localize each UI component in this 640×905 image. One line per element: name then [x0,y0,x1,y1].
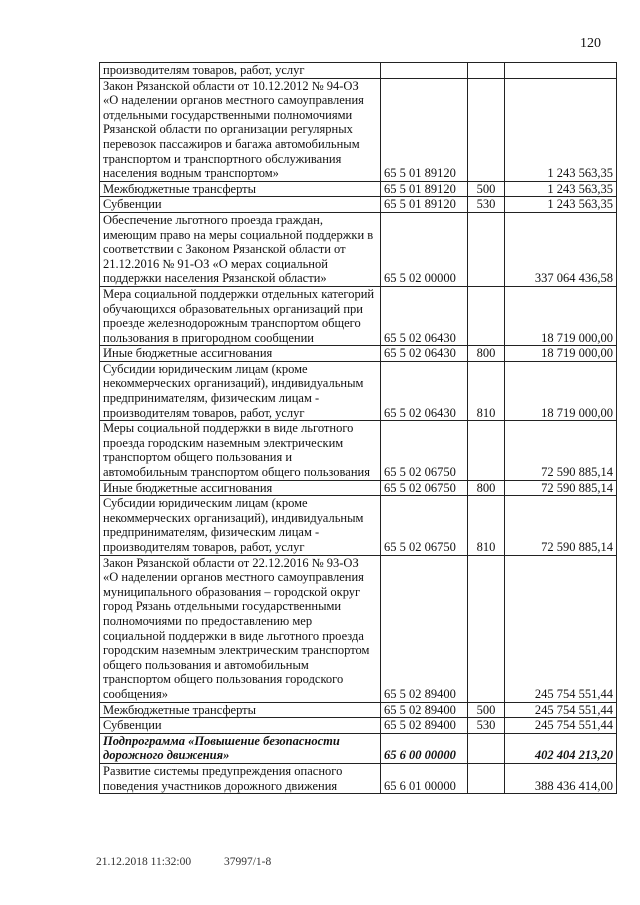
row-vr-cell [468,78,505,181]
row-code-cell: 65 5 02 06430 [381,361,468,420]
row-code-cell [381,63,468,79]
row-sum-cell: 18 719 000,00 [505,286,617,345]
table-row [100,181,617,197]
row-code-cell: 65 6 00 00000 [381,733,468,763]
row-vr-cell [468,763,505,793]
row-name-cell: Закон Рязанской области от 10.12.2012 № 94-ОЗ «О наделении органов местного самоуправления отдельными государственными полномочиями Рязанской области по организации регулярных перевозок пассажиров и багажа автомобильным транспортом и транспортного обслуживания населения водным транспортом» [100,78,381,181]
row-vr-cell [468,555,505,702]
row-name-cell: Иные бюджетные ассигнования [100,480,381,496]
table-row [100,361,617,420]
row-name-cell: Иные бюджетные ассигнования [100,346,381,362]
table-row [100,763,617,793]
table-row [100,286,617,345]
row-code-cell: 65 5 02 06750 [381,421,468,480]
row-name-cell: Развитие системы предупреждения опасного поведения участников дорожного движения [100,763,381,793]
row-name-cell: Меры социальной поддержки в виде льготного проезда городским наземным электрическим транспортом общего пользования и автомобильным транспортом общего пользования [100,421,381,480]
row-name-cell: Субвенции [100,197,381,213]
row-vr-cell [468,63,505,79]
row-name-cell: Межбюджетные трансферты [100,181,381,197]
row-sum-cell: 1 243 563,35 [505,78,617,181]
row-name-cell: Мера социальной поддержки отдельных категорий обучающихся образовательных организаций при проезде железнодорожным транспортом общего пользования в пригородном сообщении [100,286,381,345]
row-vr-cell: 530 [468,718,505,734]
table-row [100,733,617,763]
page-number: 120 [580,36,601,51]
row-code-cell: 65 5 02 89400 [381,702,468,718]
row-vr-cell: 500 [468,181,505,197]
row-sum-cell: 245 754 551,44 [505,702,617,718]
row-name-cell: Субсидии юридическим лицам (кроме некоммерческих организаций), индивидуальным предпринимателям, физическим лицам - производителям товаров, работ, услуг [100,361,381,420]
table-row [100,421,617,480]
row-name-cell: Межбюджетные трансферты [100,702,381,718]
row-code-cell: 65 5 01 89120 [381,78,468,181]
row-sum-cell: 1 243 563,35 [505,181,617,197]
row-code-cell: 65 5 02 89400 [381,555,468,702]
table-row [100,63,617,79]
row-code-cell: 65 5 02 06430 [381,346,468,362]
row-code-cell: 65 5 02 06430 [381,286,468,345]
row-name-cell: Субсидии юридическим лицам (кроме некоммерческих организаций), индивидуальным предпринимателям, физическим лицам - производителям товаров, работ, услуг [100,496,381,555]
row-code-cell: 65 5 02 89400 [381,718,468,734]
row-sum-cell: 18 719 000,00 [505,346,617,362]
row-vr-cell [468,733,505,763]
row-name-cell: Закон Рязанской области от 22.12.2016 № 93-ОЗ «О наделении органов местного самоуправления муниципального образования – городской округ город Рязань отдельными государственными полномочиями по предоставлению мер социальной поддержки в виде льготного проезда городским наземным электрическим транспортом общего пользования и автомобильным транспортом общего пользования городского сообщения» [100,555,381,702]
row-sum-cell: 72 590 885,14 [505,421,617,480]
table-row [100,555,617,702]
row-sum-cell: 72 590 885,14 [505,496,617,555]
budget-table-body [100,63,617,794]
row-name-cell: производителям товаров, работ, услуг [100,63,381,79]
table-row [100,480,617,496]
table-row [100,346,617,362]
row-sum-cell: 245 754 551,44 [505,555,617,702]
row-code-cell: 65 5 01 89120 [381,197,468,213]
row-name-cell: Субвенции [100,718,381,734]
row-vr-cell: 800 [468,346,505,362]
row-vr-cell: 500 [468,702,505,718]
table-row [100,78,617,181]
row-sum-cell: 18 719 000,00 [505,361,617,420]
footer [96,856,271,868]
row-vr-cell [468,286,505,345]
row-name-cell: Обеспечение льготного проезда граждан, имеющим право на меры социальной поддержки в соответствии с Законом Рязанской области от 21.12.2016 № 91-ОЗ «О мерах социальной поддержки населения Рязанской области» [100,212,381,286]
row-code-cell: 65 5 01 89120 [381,181,468,197]
row-vr-cell: 530 [468,197,505,213]
row-code-cell: 65 5 02 06750 [381,496,468,555]
row-code-cell: 65 6 01 00000 [381,763,468,793]
row-sum-cell [505,63,617,79]
row-sum-cell: 245 754 551,44 [505,718,617,734]
row-sum-cell: 337 064 436,58 [505,212,617,286]
row-sum-cell: 388 436 414,00 [505,763,617,793]
row-name-cell: Подпрограмма «Повышение безопасности дорожного движения» [100,733,381,763]
budget-table [99,62,617,794]
row-sum-cell: 1 243 563,35 [505,197,617,213]
footer-doc-id: 37997/1-8 [223,856,272,868]
row-code-cell: 65 5 02 06750 [381,480,468,496]
row-vr-cell: 810 [468,361,505,420]
row-sum-cell: 402 404 213,20 [505,733,617,763]
table-row [100,496,617,555]
table-row [100,212,617,286]
row-vr-cell: 810 [468,496,505,555]
row-vr-cell [468,421,505,480]
footer-timestamp: 21.12.2018 11:32:00 [96,856,192,868]
table-row [100,718,617,734]
row-vr-cell: 800 [468,480,505,496]
row-code-cell: 65 5 02 00000 [381,212,468,286]
row-sum-cell: 72 590 885,14 [505,480,617,496]
table-row [100,702,617,718]
table-row [100,197,617,213]
row-vr-cell [468,212,505,286]
